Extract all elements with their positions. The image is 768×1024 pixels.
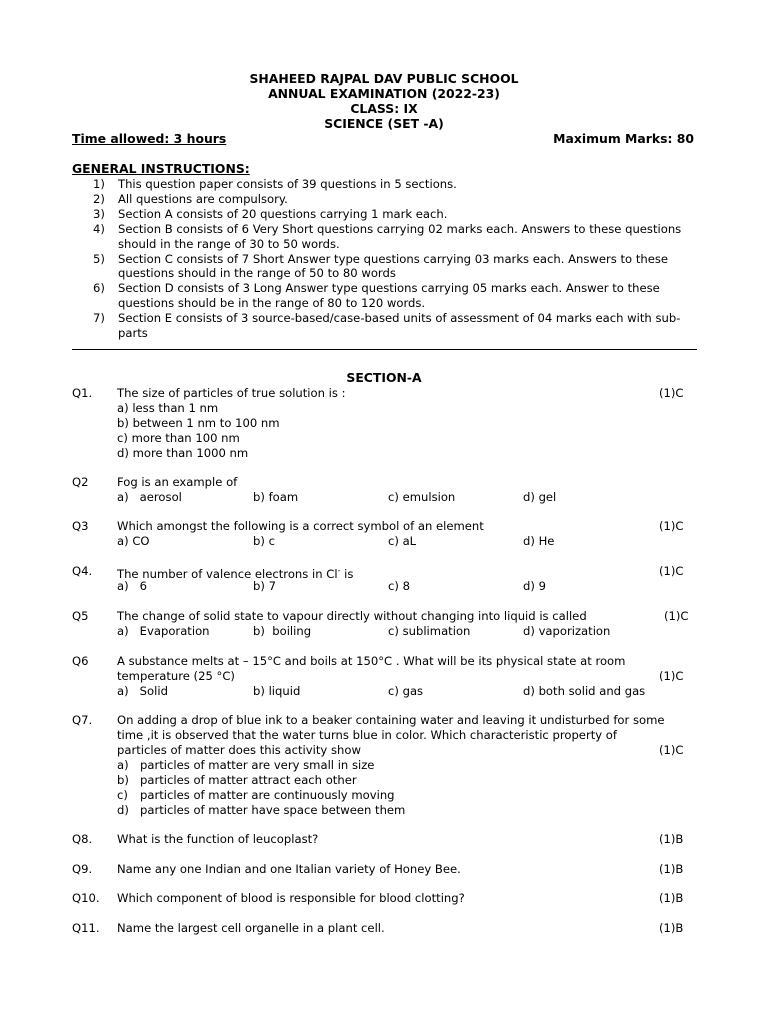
question-number: Q1.	[72, 386, 93, 400]
option-c: c) more than 100 nm	[117, 431, 240, 445]
question-number: Q8.	[72, 832, 93, 846]
option-b: b) 7	[253, 579, 276, 593]
question-text-line-1: On adding a drop of blue ink to a beaker containing water and leaving it undisturbed for some	[117, 713, 665, 727]
question-number: Q4.	[72, 564, 93, 578]
option-c: c) aL	[388, 534, 417, 548]
option-d: d) more than 1000 nm	[117, 446, 249, 460]
question-marks: (1)B	[659, 832, 684, 846]
maximum-marks: Maximum Marks: 80	[553, 131, 694, 146]
instruction-text: Section E consists of 3 source-based/case-based units of assessment of 04 marks each with sub-parts	[118, 311, 681, 341]
instruction-item	[90, 222, 702, 252]
option-a: a) less than 1 nm	[117, 401, 219, 415]
divider-line	[72, 349, 697, 350]
option-b: b) foam	[253, 490, 299, 504]
subject-label: SCIENCE (SET -A)	[324, 116, 444, 131]
instruction-text: Section C consists of 7 Short Answer type questions carrying 03 marks each. Answers to these questions should in the range of 50 to 80 words	[118, 251, 669, 281]
question-text-line-2: time ,it is observed that the water turns blue in color. Which characteristic property of	[117, 728, 617, 742]
question-text: What is the function of leucoplast?	[117, 832, 319, 846]
question-text: The size of particles of true solution is :	[117, 386, 346, 400]
question-text-line-2: temperature (25 °C)	[117, 669, 235, 683]
instruction-number: 3)	[93, 206, 105, 221]
option-c: c) gas	[388, 684, 424, 698]
instruction-item	[90, 177, 702, 192]
option-a: a) aerosol	[117, 490, 182, 504]
option-d: d) He	[523, 534, 555, 548]
instruction-item	[90, 311, 702, 341]
question-text-line-3: particles of matter does this activity show	[117, 743, 361, 757]
question-marks: (1)B	[659, 921, 684, 935]
instruction-item	[90, 252, 702, 282]
option-b: b) between 1 nm to 100 nm	[117, 416, 280, 430]
question-marks: (1)C	[664, 609, 689, 623]
question-marks: (1)C	[659, 519, 684, 533]
instruction-text: All questions are compulsory.	[118, 191, 288, 206]
question-text: Name the largest cell organelle in a plant cell.	[117, 921, 385, 935]
instruction-number: 7)	[93, 311, 105, 326]
question-marks: (1)C	[659, 743, 684, 757]
instruction-number: 6)	[93, 281, 105, 296]
option-b: b) liquid	[253, 684, 301, 698]
question-number: Q3	[72, 519, 89, 533]
question-text: Fog is an example of	[117, 475, 238, 489]
instruction-text: Section A consists of 20 questions carrying 1 mark each.	[118, 206, 448, 221]
option-c: c) emulsion	[388, 490, 456, 504]
question-text: Which amongst the following is a correct symbol of an element	[117, 519, 484, 533]
exam-title: ANNUAL EXAMINATION (2022-23)	[268, 86, 500, 101]
question-marks: (1)C	[659, 564, 684, 578]
instruction-number: 5)	[93, 251, 105, 266]
instructions-title: GENERAL INSTRUCTIONS:	[72, 161, 250, 176]
option-c: c) 8	[388, 579, 410, 593]
question-number: Q2	[72, 475, 89, 489]
option-label: c)	[117, 788, 128, 802]
superscript-charge: -	[337, 566, 341, 575]
question-marks: (1)B	[659, 862, 684, 876]
school-name: SHAHEED RAJPAL DAV PUBLIC SCHOOL	[249, 71, 519, 86]
question-text	[117, 564, 353, 582]
question-marks: (1)C	[659, 669, 684, 683]
option-a: a) Solid	[117, 684, 168, 698]
question-number: Q10.	[72, 891, 100, 905]
time-allowed: Time allowed: 3 hours	[72, 131, 227, 146]
question-number: Q6	[72, 654, 89, 668]
question-number: Q9.	[72, 862, 93, 876]
option-b: b) c	[253, 534, 275, 548]
instruction-text: This question paper consists of 39 questions in 5 sections.	[118, 177, 457, 191]
option-label: a)	[117, 758, 129, 772]
option-d: d) vaporization	[523, 624, 611, 638]
question-text-line-1: A substance melts at – 15°C and boils at 150°C . What will be its physical state at room	[117, 654, 626, 668]
question-text: Which component of blood is responsible for blood clotting?	[117, 891, 465, 905]
question-number: Q5	[72, 609, 89, 623]
option-label: b)	[117, 773, 129, 787]
instruction-number: 1)	[93, 177, 105, 191]
option-text: particles of matter are very small in size	[140, 758, 375, 772]
instruction-item	[90, 192, 702, 207]
class-label: CLASS: IX	[350, 101, 418, 116]
option-a: a) 6	[117, 579, 148, 593]
question-text: Name any one Indian and one Italian variety of Honey Bee.	[117, 862, 461, 876]
instructions-list	[90, 177, 702, 341]
question-text-main: The number of valence electrons in Cl	[117, 566, 338, 581]
question-marks: (1)B	[659, 891, 684, 905]
section-title: SECTION-A	[346, 370, 422, 385]
option-a: a) Evaporation	[117, 624, 210, 638]
question-text: The change of solid state to vapour directly without changing into liquid is called	[117, 609, 587, 623]
question-text-end: is	[340, 566, 354, 581]
option-text: particles of matter have space between them	[140, 803, 406, 817]
option-d: d) gel	[523, 490, 557, 504]
option-text: particles of matter attract each other	[140, 773, 357, 787]
question-number: Q7.	[72, 713, 93, 727]
instruction-number: 2)	[93, 191, 105, 206]
option-c: c) sublimation	[388, 624, 471, 638]
instruction-item	[90, 281, 702, 311]
instruction-text: Section D consists of 3 Long Answer type questions carrying 05 marks each. Answer to these questions should be in the range of 80 to 120 words.	[118, 281, 660, 311]
option-a: a) CO	[117, 534, 150, 548]
question-marks: (1)C	[659, 386, 684, 400]
instruction-item	[90, 207, 702, 222]
option-text: particles of matter are continuously moving	[140, 788, 395, 802]
option-label: d)	[117, 803, 129, 817]
option-b: b) boiling	[253, 624, 312, 638]
question-number: Q11.	[72, 921, 100, 935]
instruction-text: Section B consists of 6 Very Short questions carrying 02 marks each. Answers to these questions should in the range of 30 to 50 words.	[118, 221, 682, 251]
option-d: d) both solid and gas	[523, 684, 646, 698]
instruction-number: 4)	[93, 221, 105, 236]
option-d: d) 9	[523, 579, 546, 593]
